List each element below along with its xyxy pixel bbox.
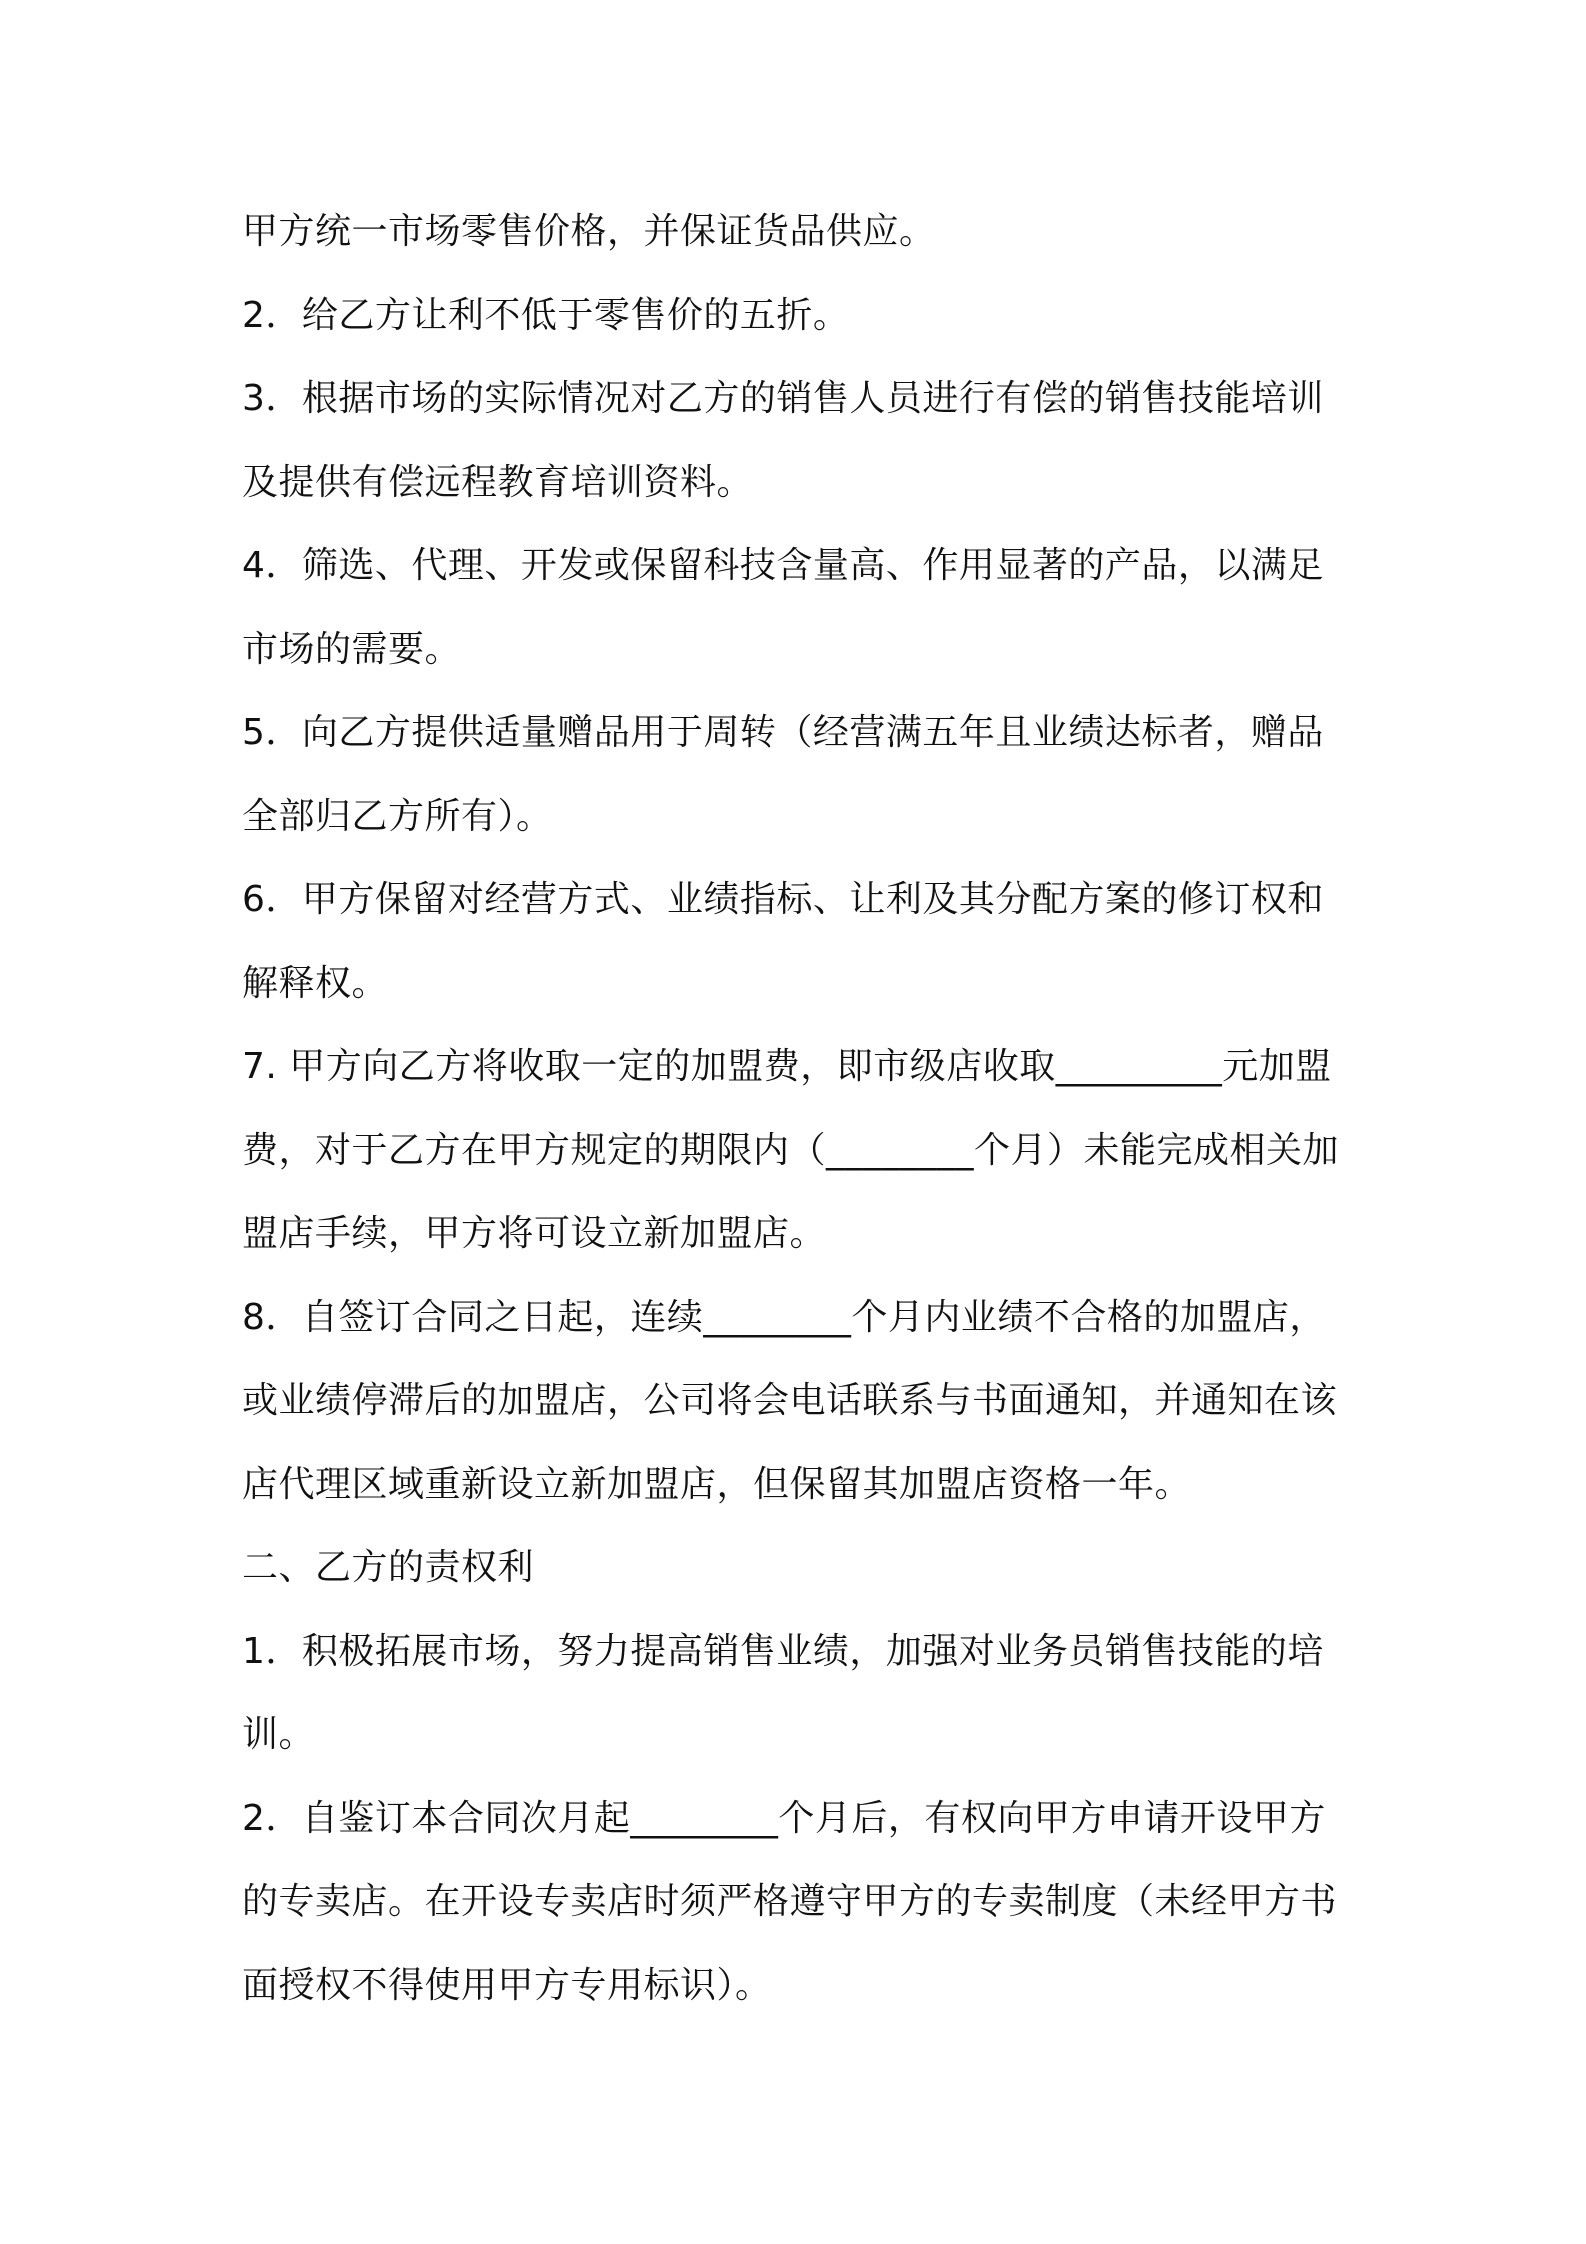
text-line: 训。 bbox=[242, 1714, 316, 1755]
section-heading: 二、乙方的责权利 bbox=[242, 1547, 535, 1588]
text-line: 1．积极拓展市场，努力提高销售业绩，加强对业务员销售技能的培 bbox=[242, 1630, 1324, 1672]
text-line: 面授权不得使用甲方专用标识）。 bbox=[242, 1964, 772, 2006]
contract-text bbox=[242, 190, 1362, 2027]
text-line: 或业绩停滞后的加盟店，公司将会电话联系与书面通知，并通知在该 bbox=[242, 1380, 1338, 1421]
text-line: 2．给乙方让利不低于零售价的五折。 bbox=[242, 294, 850, 336]
text-line: 2．自鉴订本合同次月起________个月后，有权向甲方申请开设甲方 bbox=[242, 1797, 1326, 1839]
text-line: 盟店手续，甲方将可设立新加盟店。 bbox=[242, 1213, 827, 1254]
text-line: 的专卖店。在开设专卖店时须严格遵守甲方的专卖制度（未经甲方书 bbox=[242, 1881, 1338, 1922]
text-line: 店代理区域重新设立新加盟店，但保留其加盟店资格一年。 bbox=[242, 1463, 1192, 1505]
text-line: 3．根据市场的实际情况对乙方的销售人员进行有偿的销售技能培训 bbox=[242, 378, 1324, 419]
text-line: 5．向乙方提供适量赠品用于周转（经营满五年且业绩达标者，赠品 bbox=[242, 712, 1324, 753]
text-line: 6．甲方保留对经营方式、业绩指标、让利及其分配方案的修订权和 bbox=[242, 879, 1324, 920]
text-line: 全部归乙方所有）。 bbox=[242, 795, 553, 837]
text-line: 4．筛选、代理、开发或保留科技含量高、作用显著的产品，以满足 bbox=[242, 545, 1324, 586]
text-line: 8．自签订合同之日起，连续________个月内业绩不合格的加盟店， bbox=[242, 1296, 1326, 1338]
text-line: 市场的需要。 bbox=[242, 628, 462, 670]
text-line: 费，对于乙方在甲方规定的期限内（________个月）未能完成相关加 bbox=[242, 1129, 1340, 1171]
text-line: 解释权。 bbox=[242, 962, 389, 1004]
text-line: 甲方统一市场零售价格，并保证货品供应。 bbox=[242, 211, 936, 252]
text-line: 7. 甲方向乙方将收取一定的加盟费，即市级店收取_________元加盟 bbox=[242, 1046, 1332, 1087]
text-line: 及提供有偿远程教育培训资料。 bbox=[242, 461, 754, 503]
